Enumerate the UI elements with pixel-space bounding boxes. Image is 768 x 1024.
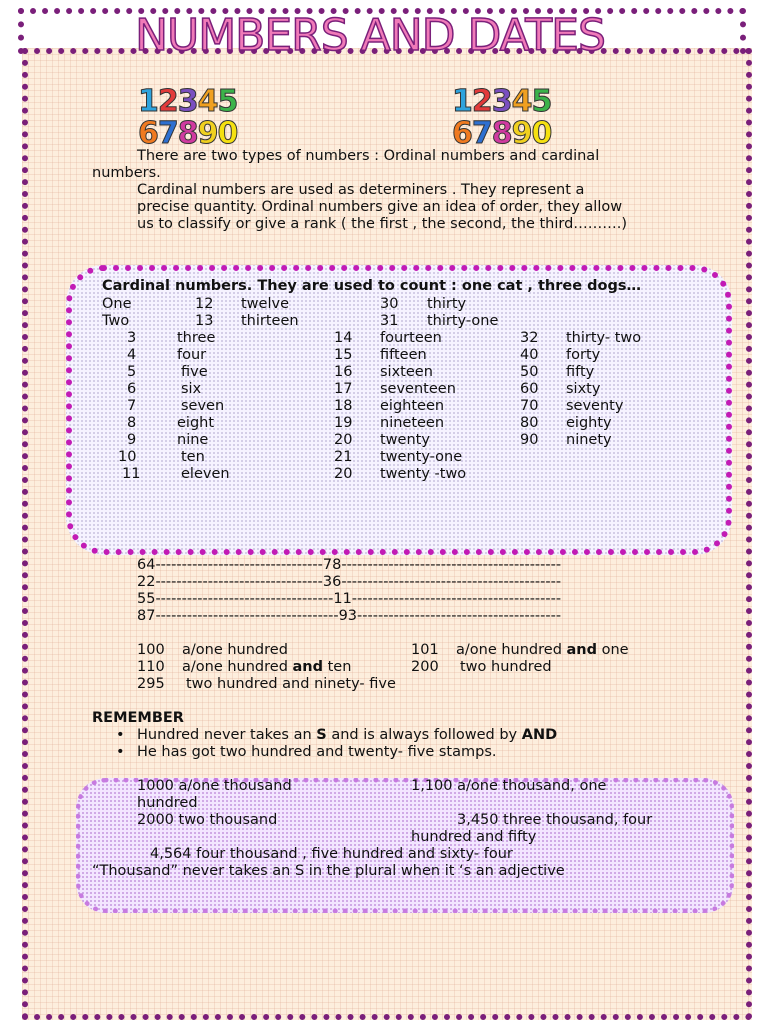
cardinal-word: thirty <box>427 296 467 312</box>
hundreds-num: 110 <box>137 659 165 675</box>
cardinal-word: ten <box>181 449 205 465</box>
cardinal-word: twenty -two <box>380 466 467 482</box>
cardinal-word: twenty-one <box>380 449 463 465</box>
cardinal-word: eleven <box>181 466 230 482</box>
cardinal-word: fifteen <box>380 347 427 363</box>
thousand-item-cont: hundred and fifty <box>411 829 537 845</box>
cardinal-word: four <box>177 347 207 363</box>
cardinal-word: twenty <box>380 432 430 448</box>
hundreds-num: 295 <box>137 676 165 692</box>
cardinal-word: five <box>181 364 208 380</box>
digits-row-top: 12345 <box>138 84 238 119</box>
exercise-line-3: 55----------------------------------11---------------------------------------- <box>137 591 562 607</box>
intro-line-3: precise quantity. Ordinal numbers give an idea of order, they allow <box>137 199 623 215</box>
intro-line-1: There are two types of numbers : Ordinal numbers and cardinal <box>137 148 600 164</box>
cardinal-num: 12 <box>195 296 214 312</box>
thousand-item: 4,564 four thousand , five hundred and sixty- four <box>150 846 513 862</box>
remember-item-2: He has got two hundred and twenty- five stamps. <box>137 744 497 760</box>
cardinal-num: 40 <box>520 347 539 363</box>
intro-line-2: Cardinal numbers are used as determiners . They represent a <box>137 182 585 198</box>
cardinal-num: 17 <box>334 381 353 397</box>
cardinal-num: 10 <box>118 449 137 465</box>
cardinal-num: 70 <box>520 398 539 414</box>
cardinal-word: sixty <box>566 381 601 397</box>
cardinal-word: seventy <box>566 398 624 414</box>
cardinal-word: three <box>177 330 216 346</box>
thousand-item-cont: hundred <box>137 795 198 811</box>
cardinal-num: 13 <box>195 313 214 329</box>
hundreds-text: a/one hundred <box>182 642 288 658</box>
thousand-item: 1,100 a/one thousand, one <box>411 778 607 794</box>
hundreds-text: a/one hundred and ten <box>182 659 352 675</box>
thousand-note: “Thousand” never takes an S in the plural when it ‘s an adjective <box>92 863 565 879</box>
cardinal-word: fourteen <box>380 330 442 346</box>
remember-item-1: Hundred never takes an S and is always followed by AND <box>137 727 558 743</box>
cardinal-word: forty <box>566 347 601 363</box>
cardinal-num: 3 <box>127 330 137 346</box>
cardinal-num: 19 <box>334 415 353 431</box>
cardinal-num: 16 <box>334 364 353 380</box>
cardinal-word: six <box>181 381 202 397</box>
cardinal-num: 15 <box>334 347 353 363</box>
cardinal-num: 5 <box>127 364 137 380</box>
bullet-icon: • <box>116 727 125 743</box>
cardinal-num: 32 <box>520 330 539 346</box>
hundreds-text: two hundred and ninety- five <box>186 676 396 692</box>
intro-line-4: us to classify or give a rank ( the first , the second, the third……….) <box>137 216 628 232</box>
bullet-icon: • <box>116 744 125 760</box>
cardinal-word: nineteen <box>380 415 445 431</box>
cardinal-num: 4 <box>127 347 137 363</box>
cardinal-word: seven <box>181 398 225 414</box>
cardinal-num: 18 <box>334 398 353 414</box>
cardinal-heading: Cardinal numbers. They are used to count : one cat , three dogs… <box>102 278 641 294</box>
hundreds-num: 101 <box>411 642 439 658</box>
cardinal-num: 20 <box>334 432 353 448</box>
cardinal-word: thirty- two <box>566 330 642 346</box>
cardinal-num: 7 <box>127 398 137 414</box>
cardinal-word: thirteen <box>241 313 299 329</box>
cardinal-word: eighty <box>566 415 612 431</box>
thousand-item: 1000 a/one thousand <box>137 778 292 794</box>
cardinal-word: fifty <box>566 364 595 380</box>
cardinal-word: eighteen <box>380 398 445 414</box>
cardinal-word: sixteen <box>380 364 433 380</box>
cardinal-num: 9 <box>127 432 137 448</box>
cardinal-num: 8 <box>127 415 137 431</box>
remember-heading: REMEMBER <box>92 710 184 726</box>
cardinal-word: eight <box>177 415 215 431</box>
hundreds-num: 200 <box>411 659 439 675</box>
digits-decoration-left <box>138 86 237 150</box>
hundreds-text: two hundred <box>460 659 552 675</box>
digits-row-bottom: 67890 <box>138 116 238 151</box>
cardinal-num: 80 <box>520 415 539 431</box>
cardinal-num: 50 <box>520 364 539 380</box>
cardinal-num: 6 <box>127 381 137 397</box>
cardinal-word: ninety <box>566 432 612 448</box>
cardinal-num: 21 <box>334 449 353 465</box>
cardinal-word: thirty-one <box>427 313 499 329</box>
cardinal-word: nine <box>177 432 209 448</box>
thousand-item: 3,450 three thousand, four <box>457 812 653 828</box>
hundreds-num: 100 <box>137 642 165 658</box>
digits-row-bottom: 67890 <box>452 116 552 151</box>
intro-line-1b: numbers. <box>92 165 161 181</box>
cardinal-num: 31 <box>380 313 399 329</box>
digits-row-top: 12345 <box>452 84 552 119</box>
cardinal-num: 20 <box>334 466 353 482</box>
cardinal-num: 90 <box>520 432 539 448</box>
page-title: NUMBERS AND DATES <box>135 10 605 61</box>
thousand-item: 2000 two thousand <box>137 812 278 828</box>
digits-decoration-right <box>452 86 551 150</box>
cardinal-one: One <box>102 296 132 312</box>
cardinal-word: seventeen <box>380 381 456 397</box>
cardinal-word: twelve <box>241 296 289 312</box>
cardinal-two: Two <box>102 313 130 329</box>
exercise-line-4: 87-----------------------------------93--------------------------------------- <box>137 608 562 624</box>
hundreds-text: a/one hundred and one <box>456 642 629 658</box>
cardinal-num: 14 <box>334 330 353 346</box>
cardinal-num: 11 <box>122 466 141 482</box>
exercise-line-2: 22--------------------------------36------------------------------------------ <box>137 574 562 590</box>
cardinal-num: 60 <box>520 381 539 397</box>
cardinal-num: 30 <box>380 296 399 312</box>
exercise-line-1: 64--------------------------------78------------------------------------------ <box>137 557 562 573</box>
